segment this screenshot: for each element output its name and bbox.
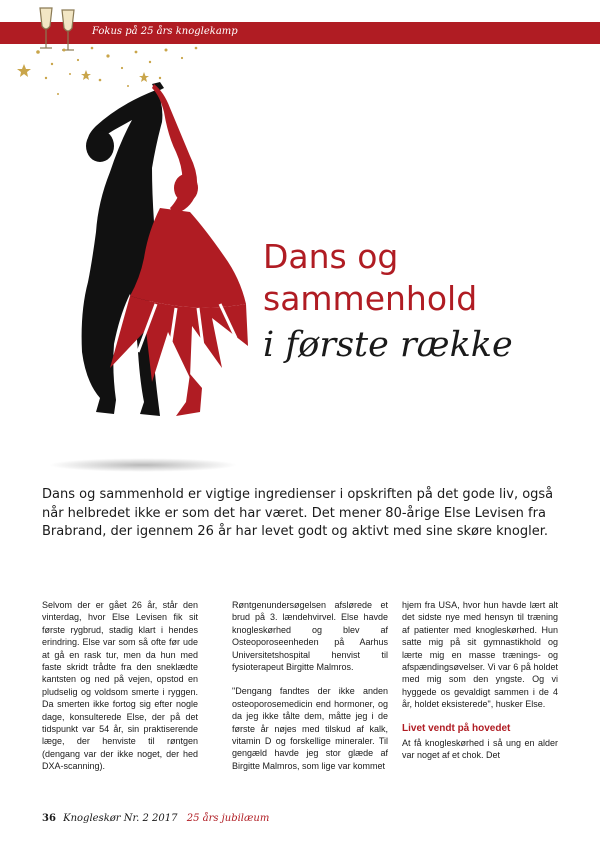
magazine-name: Knogleskør Nr. 2 2017 — [63, 813, 178, 824]
body-column-3 — [402, 599, 558, 774]
floor-shadow — [48, 458, 238, 472]
jubilee-label: 25 års jubilæum — [186, 813, 270, 824]
article-title — [263, 236, 593, 366]
subheading: Livet vendt på hovedet — [402, 722, 511, 734]
paragraph: "Dengang fandtes der ikke anden osteoporosemedicin end hormoner, og da jeg ikke tålte dem, måtte jeg i de første år nøjes med tilskud af kalk, vitamin D og forskellige mineraler. Til gengæld havde jeg stor glæde af Birgitte Malmros, som lige var kommet — [232, 686, 388, 771]
paragraph: Røntgenundersøgelsen afslørede et brud på 3. lændehvirvel. Else havde knogleskørhed og blev af Osteoporoseenheden på Aarhus Universitetshospital henvist til fysioterapeut Birgitte Malmros. — [232, 600, 388, 673]
body-column-2 — [232, 599, 388, 784]
page-number: 36 — [42, 813, 56, 824]
title-line-3: i første række — [263, 325, 513, 365]
header-band — [0, 22, 600, 44]
page-footer — [42, 813, 269, 824]
paragraph: Selvom der er gået 26 år, står den vinterdag, hvor Else Levisen fik sit første rygbrud, stadig klart i hendes erindring. Else var som så ofte før ude at gå en rask tur, men da hun med faste skridt trådte fra den sneklædte kantsten og ned på vejen, opstod en pludselig og voldsom smerte i ryggen. Da smerten ikke fortog sig efter nogle dage, konsulterede Else, der på det tidspunkt var 54 år, sin praktiserende læge, der henviste til røntgen (dengang var der ikke noget, der hed DXA-scanning). — [42, 600, 198, 772]
lead-paragraph: Dans og sammenhold er vigtige ingredienser i opskriften på det gode liv, også når helbredet ikke er som det har været. Det mener 80-årige Else Levisen fra Brabrand, der igennem 26 år har levet godt og aktivt med sine skøre knogler. — [42, 487, 554, 539]
dancing-couple-illustration — [40, 82, 280, 430]
body-column-1 — [42, 599, 198, 785]
paragraph: hjem fra USA, hvor hun havde lært alt det sidste nye med hensyn til træning af patienter med knogleskørhed. Hun satte mig på sit gymnastikhold og lærte mig en masse trænings- og afspændingsøvelser. Vi var 6 på holdet med mig som den yngste. Og vi hyggede os gevaldigt sammen i de 4 år, holdet eksisterede", husker Else. — [402, 600, 558, 710]
title-line-1: Dans og — [263, 237, 399, 276]
paragraph: At få knogleskørhed i så ung en alder var noget af et chok. Det — [402, 738, 558, 761]
section-label: Fokus på 25 års knoglekamp — [92, 26, 238, 37]
title-line-2: sammenhold — [263, 279, 478, 318]
